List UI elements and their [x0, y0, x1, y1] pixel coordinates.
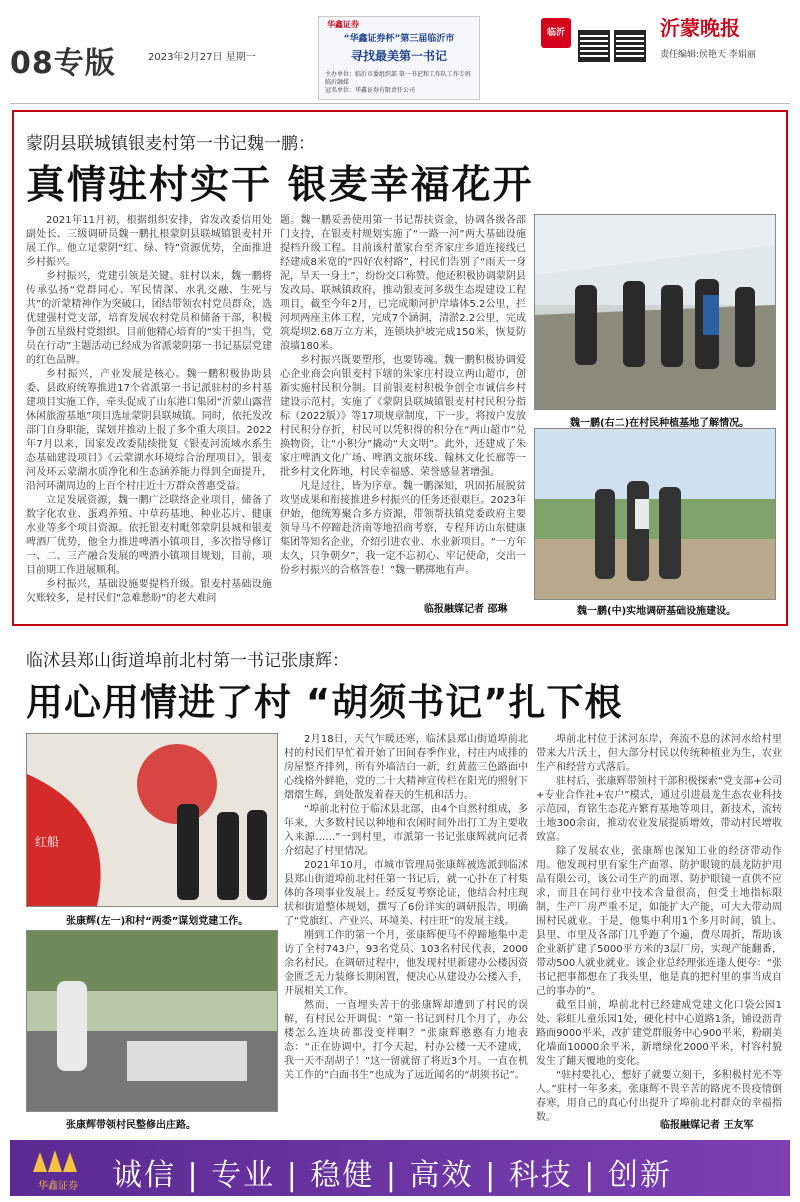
banner-title: 寻找最美第一书记	[350, 49, 447, 63]
huaxin-logo-icon	[28, 1148, 88, 1174]
banner-organizers: 主办单位：临沂市委组织部 第一书记和工作队工作专班 临沂融媒 冠名单位：华鑫证券有限责任公司	[325, 71, 471, 94]
banner-brand: 华鑫证券	[327, 20, 359, 29]
responsible-editor: 责任编辑:侯艳天 李娟丽	[660, 50, 756, 60]
photo-infrastructure	[534, 428, 776, 600]
linyi-logo: 临沂	[541, 18, 571, 48]
article1-headline: 真情驻村实干 银麦幸福花开	[26, 163, 534, 208]
qr-code-icon	[578, 30, 610, 62]
photo2-caption: 魏一鹏(中)实地调研基础设施建设。	[577, 606, 737, 617]
header-divider	[10, 103, 790, 104]
photo1-caption: 魏一鹏(右二)在村民种植基地了解情况。	[570, 418, 750, 429]
issue-date: 2023年2月27日 星期一	[148, 52, 256, 63]
photo-road-repair	[26, 930, 278, 1112]
qr-code-icon	[614, 30, 646, 62]
article2-byline: 临报融媒记者 王友军	[660, 1120, 754, 1131]
newspaper-name: 沂蒙晚报	[660, 16, 740, 40]
huaxin-logo: 华鑫证券	[28, 1148, 88, 1188]
campaign-banner	[318, 16, 480, 100]
photo-party-building	[26, 733, 278, 907]
article1-kicker: 蒙阴县联城镇银麦村第一书记魏一鹏：	[26, 134, 315, 154]
article2-headline: 用心用情进了村 “胡须书记”扎下根	[26, 681, 623, 724]
photo-infrastructure-image	[535, 429, 775, 599]
article1-byline: 临报融媒记者 邵琳	[424, 604, 508, 615]
article1-column-1: 2021年11月初，根据组织安排，省发改委信用处副处长、三级调研员魏一鹏扎根蒙阴县联城镇银麦村开展工作。他立足蒙阴“红、绿、特”资源优势，全面推进乡村振兴。 乡村振兴，党建引领是关键。驻村以来，魏一鹏将传承弘扬“党群同心、军民情深、水乳交融、生死与共”的沂蒙精神作为突破口，团结带领农村党员群众，选优建强村党支部，培育发展农村党员和储备干部，积极争创五星级村党组织。目前他精心培育的“实干担当，党员在行动”主题活动已经成为省派蒙阴第一书记基层党建的红色品牌。 乡村振兴，产业发展是核心。魏一鹏积极协助县委、县政府统筹推进17个省派第一书记派驻村的乡村基建项目实施工作，牵头促成了山东港口集团“沂蒙山露营休闲旅游基地”项目选址蒙阴县联城镇。同时，依托发改部门自身职能，谋划并推动上报了多个重大项目。2022年7月以来，国家发改委陆续批复《银麦河流域水系生态基础建设项目》《云蒙湖水环境综合治理项目》，银麦河及环云蒙湖水质净化和生态涵养能力得到全面提升，沿河环湖周边的上百个村庄近十万群众普惠受益。 立足发展资源，魏一鹏广泛联络企业项目，储备了数字化农业、蛋鸡养殖、中草药基地、种业芯片、健康水业等多个项目资源。依托银麦村毗邻蒙阴县城和银麦啤酒厂优势，他全力推进啤酒小镇项目，多次指导修订一、二、三产融合发展的啤酒小镇项目规划，目前，项目前期工作进展顺利。 乡村振兴，基础设施要提档升级。银麦村基础设施欠账较多，是村民们“急难愁盼”的老大难问	[26, 215, 272, 604]
photo-planting-image	[535, 215, 775, 409]
photo3-caption: 张康辉(左一)和村“两委”谋划党建工作。	[66, 916, 249, 927]
photo-planting-base	[534, 214, 776, 410]
article2-kicker: 临沭县郑山街道埠前北村第一书记张康辉：	[26, 651, 349, 671]
article2-column-3: 埠前北村位于沭河东岸，奔流不息的沭河水给村里带来大片沃土，但大部分村民以传统种植业为生，农业生产和经营方式落后。 驻村后，张康辉带领村干部积极探索“党支部+公司+专业合作社+农户”模式，通过引进晨龙生态农业科技示范园，育铭生态花卉繁育基地等项目，新技术，流转土地300余亩，推动农业发展提质增效，带动村民增收致富。 除了发展农业，张康辉也深知工业的经济带动作用。他发现村里有家生产面罩、防护眼镜的晨龙防护用品有限公司，该公司生产的面罩、防护眼镜一直供不应求，而且在同行业中技术含量很高，但受土地指标限制，生产厂房严重不足，如能扩大产能，可大大带动周围村民就业。于是，他集中利用1个多月时间，镇上、县里、市里及各部门几乎跑了个遍，费尽周折，帮助该企业新扩建了5000平方米的3层厂房，实现产能翻番，带动500人就业就业。该企业总经理张连逢人便夸：“张书记把事都想在了我头里，他是真的把村里的事当成自己的事办的”。 截至目前，埠前北村已经建成党建文化口袋公园1处、彩虹儿童乐园1处，硬化村中心道路1条，铺设沥青路面9000平米，改扩建党群服务中心900平米，粉刷美化墙面10000余平米，新增绿化2000平米，村容村貌发生了翻天覆地的变化。 “驻村要扎心，想好了就要立刻干，多积极村光不等人。”驻村一年多来，张康辉不畏辛苦的路虎不畏疫情倒春寒，用自己的真心付出提升了埠前北村群众的幸福指数。	[536, 734, 782, 1123]
wall-text: 红船	[35, 835, 60, 849]
photo-party-building-image	[27, 734, 277, 906]
page-number: 08专版	[10, 46, 116, 81]
photo-road-repair-image	[27, 931, 277, 1111]
article1-column-2: 题。魏一鹏妥善使用第一书记帮扶资金，协调各级各部门支持，在银麦村规划实施了“一路一河”两大基础设施提档升级工程。目前该村董家台至齐家庄乡道连接线已经建成8米宽的“四好农村路”，村民们告别了“雨天一身泥，旱天一身土”，纷纷交口称赞。他还积极协调蒙阴县发改局、联城镇政府，推动银麦河多级生态堤建设工程项目，截至今年2月，已完成顺河护岸墙体5.2公里，拦河坝两座主体工程，完成7个涵洞，清淤2.2公里，完成筑堤坝2.68万立方米，连锁块护坡完成150米，恢复防浪墙180米。 乡村振兴既要塑形，也要铸魂。魏一鹏积极协调爱心企业商会向银麦村下辖的朱家庄村设立两山超市，创新实施村民积分制。目前银麦村积极争创全市诚信乡村建设示范村，实施了《蒙阴县联城镇银麦村村民积分指标（2022版）》等17项规章制度，下一步，将按户发放村民积分存折，村民可以凭积得的积分在“两山超市”兑换物资，让“小积分”撬动“大文明”。此外，还建成了朱家庄啤酒文化广场、啤酒文旅环线、翰林文化长廊等一批乡村文化阵地，村民幸福感、荣誉感显著增强。 凡是过往，皆为序章。魏一鹏深知，巩固拓展脱贫攻坚成果和衔接推进乡村振兴的任务还很艰巨。2023年伊始，他统筹聚合多方资源，带领帮扶镇党委政府主要领导马不停蹄赴济南等地招商考察，专程拜访山东健康集团等知名企业，介绍引进农业、水业新项目。“一方年太久，只争朝夕”，我一定不忘初心、牢记使命，交出一份乡村振兴的合格答卷！”魏一鹏掷地有声。	[280, 215, 526, 576]
photo4-caption: 张康辉带领村民整修出庄路。	[66, 1120, 196, 1131]
footer-slogan: 诚信 | 专业 | 稳健 | 高效 | 科技 | 创新	[112, 1158, 672, 1193]
article2-column-2: 2月18日，天气乍暖还寒，临沭县郑山街道埠前北村的村民们早忙着开始了田间春季作业，村庄内成排的房屋整齐排列，所有外墙洁白一新，红黄蓝三色路面中心线格外鲜艳，党的二十大精神宣传栏在阳光的照射下熠熠生辉，到处散发着春天的生机和活力。 “埠前北村位于临沭县北部，由4个自然村组成，多年来，大多数村民以种地和农闲时间外出打工为主要收入来源……”一到村里，市派第一书记张康辉就向记者介绍起了村里情况。 2021年10月，市城市管理局张康辉被选派到临沭县郑山街道埠前北村任第一书记后，就一心扑在了村集体的各项事业发展上。经反复考察论证，他结合村庄现状和街道整体规划，撰写了6份详实的调研报告，明确了“党旗红、产业兴、环境美、村庄旺”的发展主线。 刚到工作的第一个月，张康辉便马不停蹄地集中走访了全村743户，93名党员、103名村民代表，2000余名村民。在调研过程中，他发现村里新建办公楼因资金匮乏无力装修长期闲置，便决心从建设办公楼入手，开展相关工作。 然而，一直埋头苦干的张康辉却遭到了村民的误解，有村民公开调侃：“第一书记到村几个月了，办公楼怎么连块砖都没变样啊？”张康辉憨憨有力地表态：“正在协调中，打今天起，村办公楼一天不建成，我一天不刮胡子！”这一留就留了将近3个月。一直在机关工作的“白面书生”也成为了远近闻名的“胡须书记”。	[284, 734, 528, 1081]
banner-series: “华鑫证券杯”第三届临沂市	[343, 34, 455, 44]
